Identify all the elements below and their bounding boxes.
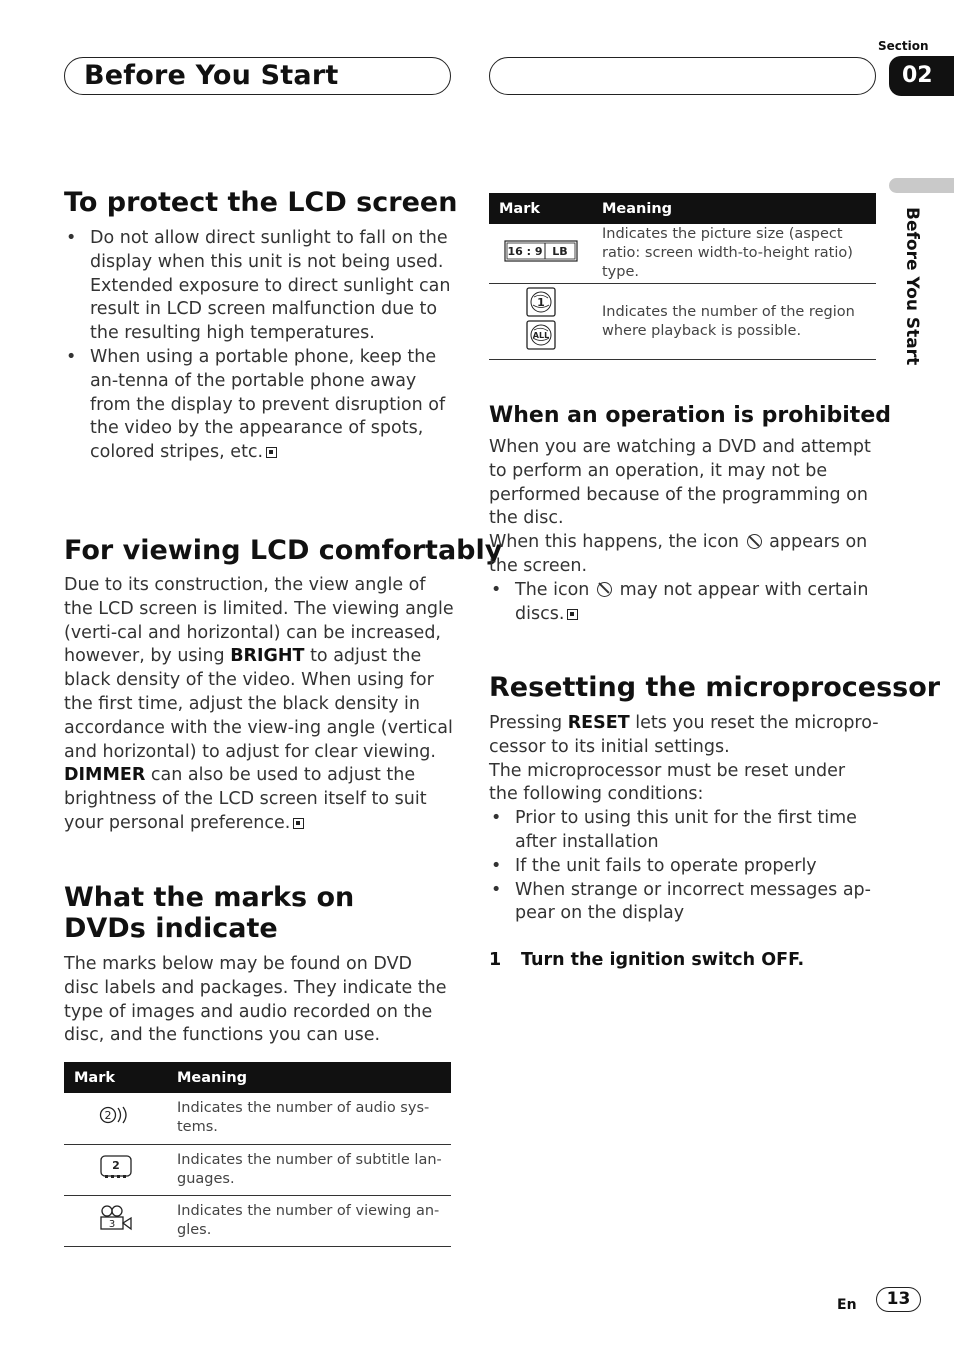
text-span: The icon: [515, 579, 590, 600]
reset-paragraph-1: [489, 712, 879, 760]
region-icon: [525, 286, 557, 352]
list-item: • Prior to using this unit for the first time after installation: [489, 807, 879, 855]
mark-cell: [64, 1195, 167, 1246]
section-label: Section: [878, 39, 929, 53]
bullet-text: When using a portable phone, keep the an-tenna of the portable phone away from the display to prevent disruption of the video by the appearance of spots, colored stripes, etc.: [90, 346, 446, 463]
table-row: [489, 284, 876, 360]
step-text: Turn the ignition switch OFF.: [521, 950, 805, 970]
footer-language: En: [837, 1297, 857, 1313]
dvd-marks-table-continued: [489, 193, 876, 360]
prohibited-list: [489, 579, 879, 627]
column-header-meaning: Meaning: [592, 193, 876, 224]
end-mark-icon: [567, 609, 578, 620]
meaning-cell: Indicates the number of the region where playback is possible.: [592, 284, 876, 360]
protect-lcd-list: [64, 227, 454, 465]
reset-label: RESET: [567, 713, 630, 733]
table-header-row: [64, 1062, 451, 1093]
table-header-row: [489, 193, 876, 224]
side-tab-marker: [889, 178, 954, 193]
aspect-ratio-text: 16 : 9: [506, 244, 543, 258]
meaning-cell: Indicates the picture size (aspect ratio: screen width-to-height ratio) type.: [592, 224, 876, 284]
prohibited-body: [489, 436, 879, 626]
prohibited-paragraph-2: [489, 531, 879, 579]
prohibited-heading: When an operation is prohibited: [489, 403, 891, 428]
text-span: Due to its construction, the view angle of the LCD screen is limited. The viewing angle (verti-cal and horizontal) can be increased, however, by using: [64, 575, 454, 667]
text-span: may not appear with certain discs.: [515, 579, 869, 624]
reset-paragraph-2: The microprocessor must be reset under the following conditions:: [489, 760, 846, 805]
text-span: appears on the screen.: [489, 532, 868, 576]
mark-cell: [489, 224, 592, 284]
column-header-mark: Mark: [489, 193, 592, 224]
protect-lcd-body: [64, 227, 454, 465]
audio-systems-icon: [99, 1104, 133, 1126]
region-all-text: ALL: [532, 330, 549, 340]
text-span: to adjust the black density of the video. When using for the first time, adjust the black density in accordance with the view-ing angle (vertical and horizontal) to adjust for clear viewing.: [64, 646, 453, 762]
region-number-text: 1: [536, 295, 545, 309]
mark-cell: [489, 284, 592, 360]
header-blank-frame: [489, 57, 876, 95]
dimmer-label: DIMMER: [64, 765, 146, 786]
prohibited-icon: [597, 582, 612, 597]
reset-body: [489, 712, 879, 926]
end-mark-icon: [266, 447, 277, 458]
text-span: lets you reset the micropro-cessor to its initial settings.: [489, 713, 879, 757]
end-mark-icon: [293, 818, 304, 829]
subtitle-languages-count: 2: [111, 1158, 120, 1172]
letterbox-text: LB: [551, 244, 568, 258]
step-1: [489, 950, 804, 970]
table-row: [64, 1195, 451, 1246]
text-span: can also be used to adjust the brightness of the LCD screen itself to suit your personal preference.: [64, 765, 427, 833]
audio-systems-count: 2: [104, 1109, 111, 1123]
list-item: [489, 579, 879, 627]
meaning-cell: Indicates the number of subtitle lan-guages.: [167, 1144, 451, 1195]
dvd-marks-heading: What the marks on DVDs indicate: [64, 882, 355, 944]
meaning-cell: Indicates the number of audio sys-tems.: [167, 1093, 451, 1144]
table-row: [64, 1144, 451, 1195]
text-span: When this happens, the icon: [489, 532, 740, 553]
reset-conditions-list: [489, 807, 879, 926]
side-tab-text: Before You Start: [902, 207, 922, 366]
page-number: 13: [876, 1287, 921, 1312]
list-item: • When strange or incorrect messages ap-pear on the display: [489, 879, 879, 927]
header-title: Before You Start: [84, 60, 339, 91]
prohibited-paragraph-1: When you are watching a DVD and attempt to perform an operation, it may not be performed because of the programming on the disc.: [489, 437, 871, 529]
viewing-lcd-body: [64, 574, 454, 836]
table-row: [64, 1093, 451, 1144]
section-number: 02: [889, 56, 954, 96]
column-header-meaning: Meaning: [167, 1062, 451, 1093]
dvd-marks-intro: The marks below may be found on DVD disc labels and packages. They indicate the type of images and audio recorded on the disc, and the functions you can use.: [64, 954, 447, 1046]
viewing-lcd-heading: For viewing LCD comfortably: [64, 535, 503, 566]
reset-heading: Resetting the microprocessor: [489, 672, 941, 703]
bright-label: BRIGHT: [230, 646, 305, 667]
mark-cell: [64, 1144, 167, 1195]
mark-cell: [64, 1093, 167, 1144]
list-item: • If the unit fails to operate properly: [489, 855, 879, 879]
meaning-cell: Indicates the number of viewing an-gles.: [167, 1195, 451, 1246]
viewing-angles-icon: [98, 1204, 134, 1232]
viewing-angles-count: 3: [108, 1218, 115, 1230]
bullet-text: Do not allow direct sunlight to fall on the display when this unit is not being used. Extended exposure to direct sunlight can result in LCD screen malfunction due to the resulting high temperatures.: [90, 228, 451, 344]
column-header-mark: Mark: [64, 1062, 167, 1093]
list-item: [64, 346, 454, 465]
aspect-ratio-icon: [504, 240, 578, 262]
viewing-lcd-paragraph: [64, 574, 454, 836]
table-row: [489, 224, 876, 284]
prohibited-icon: [747, 534, 762, 549]
list-item: [64, 227, 454, 346]
step-number: 1: [489, 950, 502, 970]
dvd-marks-table: [64, 1062, 451, 1247]
subtitle-languages-icon: [99, 1154, 133, 1180]
text-span: Pressing: [489, 713, 563, 733]
protect-lcd-heading: To protect the LCD screen: [64, 187, 458, 218]
